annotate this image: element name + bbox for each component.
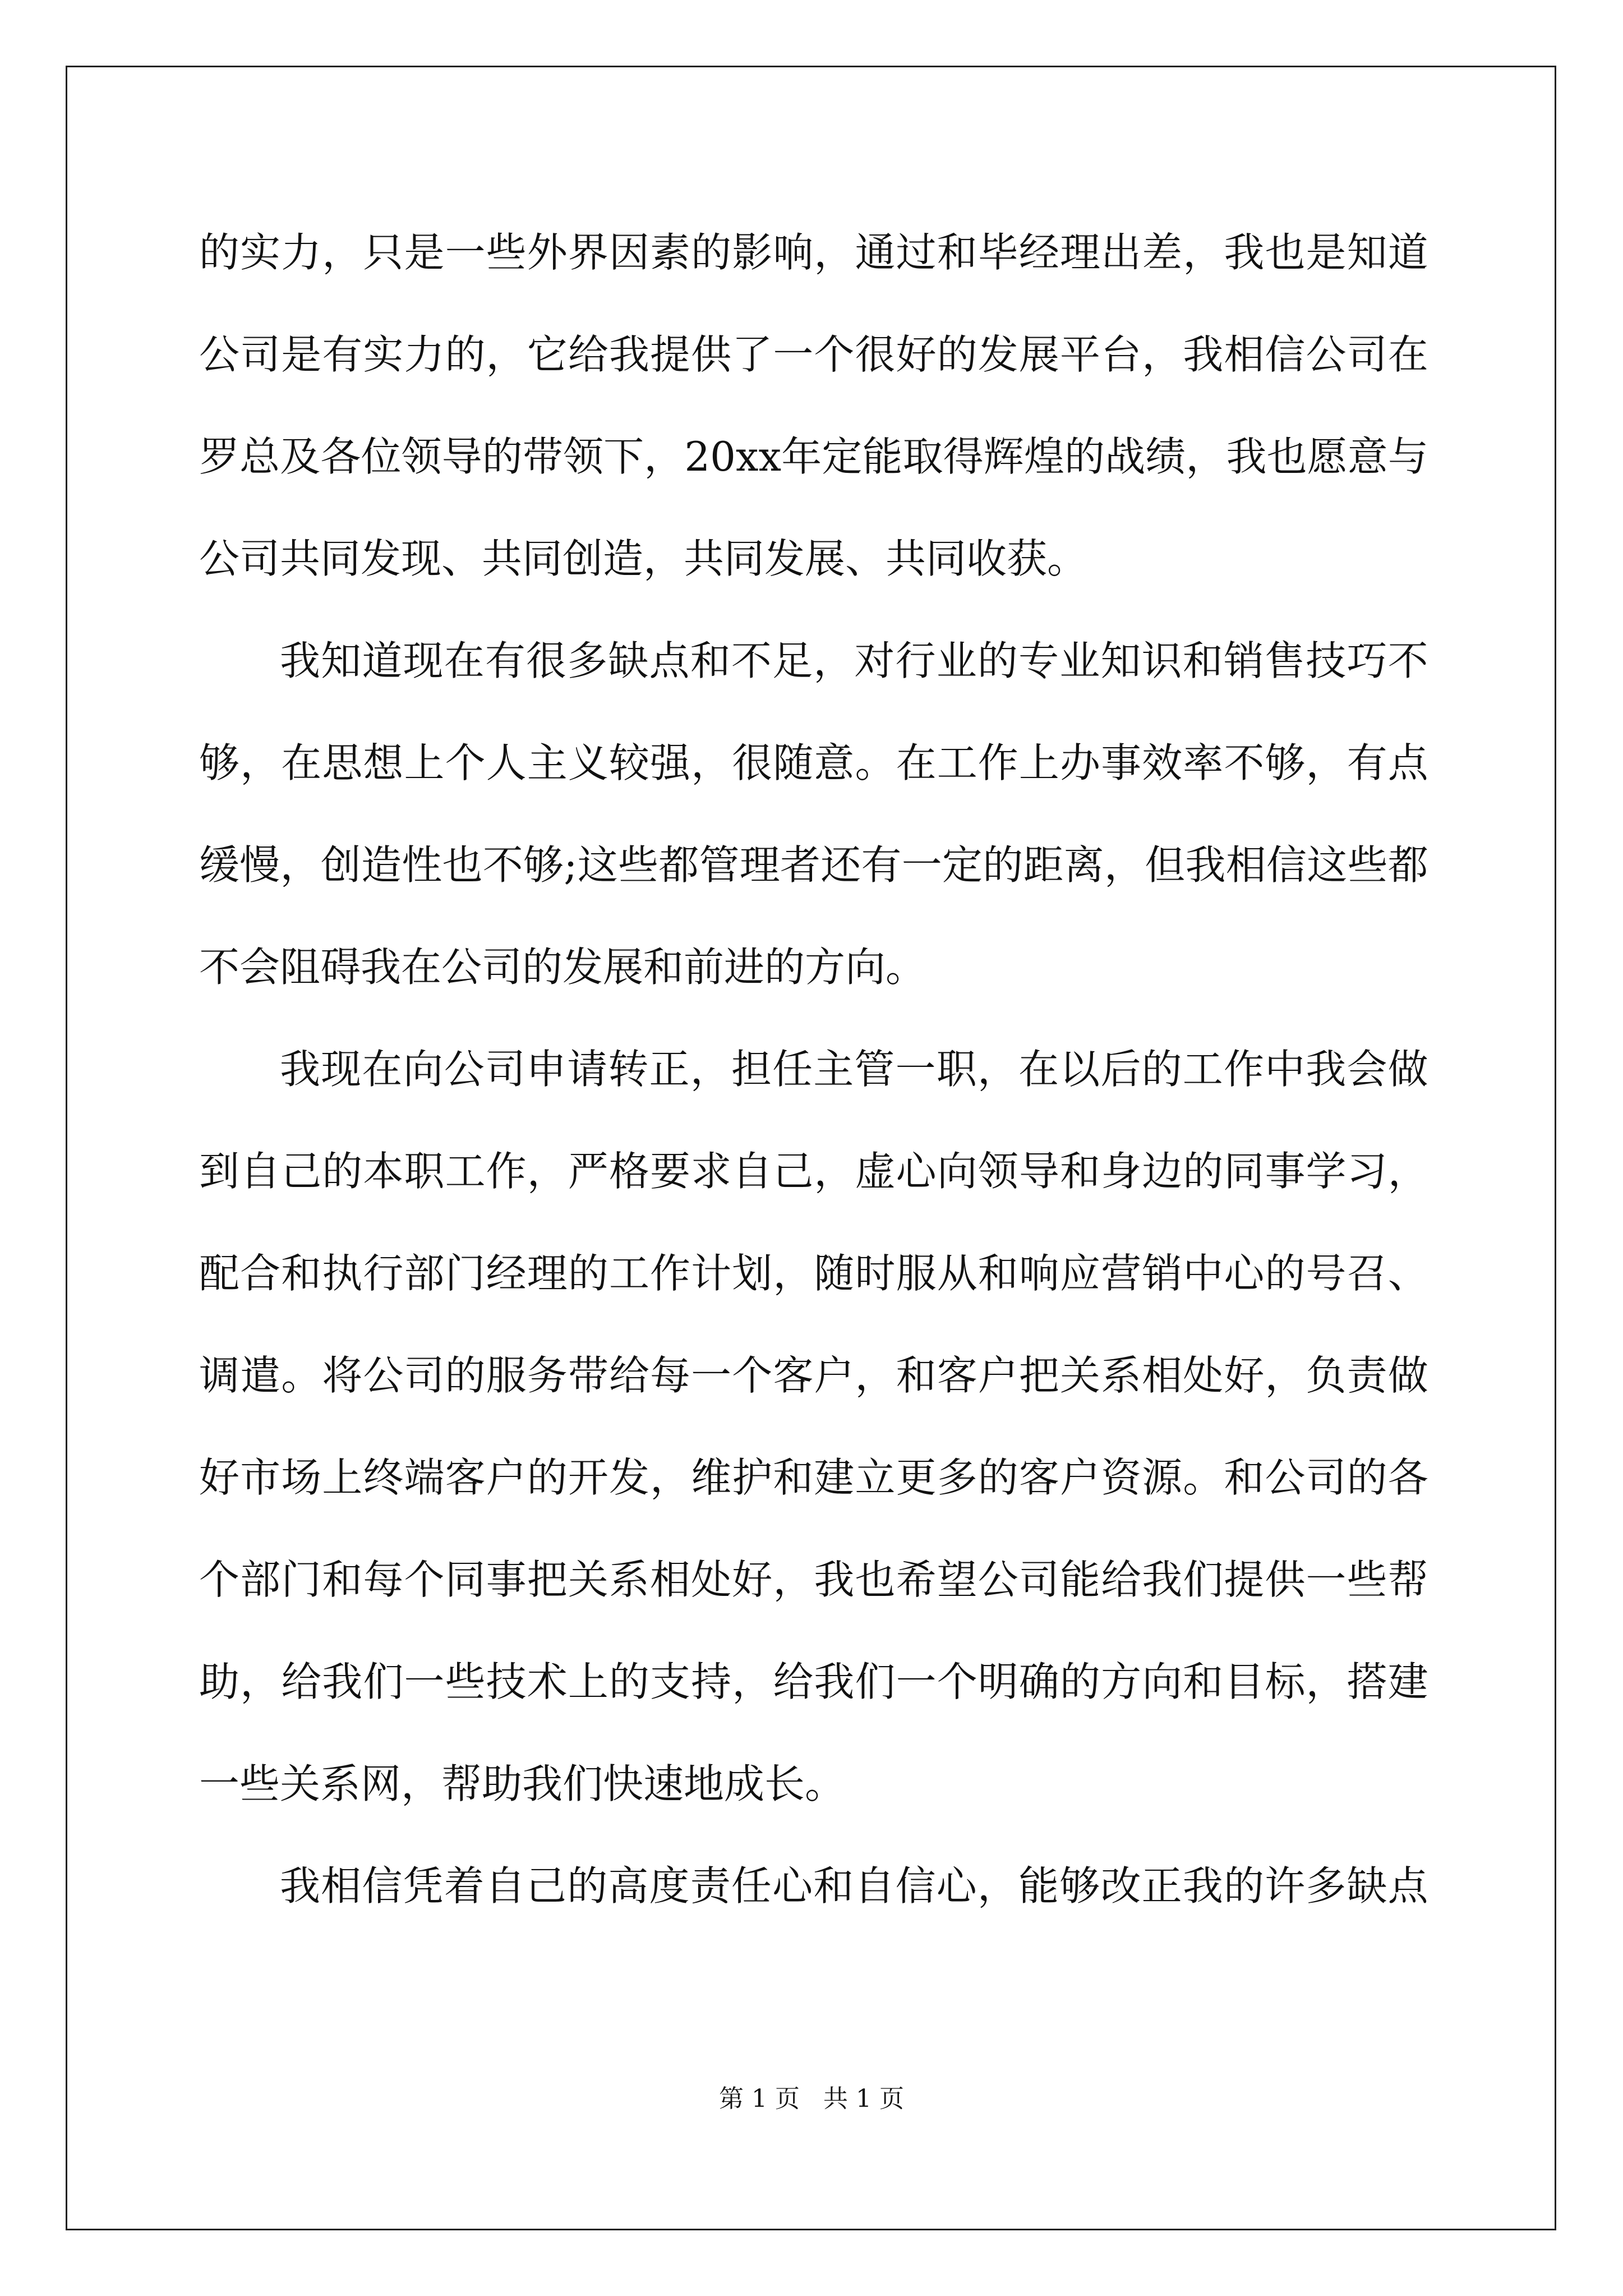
text-line: 好 市 场 上 终 端 客 户 的 开 发 ， 维 护 和 建 立 更 多 的 客 户 资 源 。 和 公 司 的 各	[199, 1454, 1428, 1501]
text-line: 我 相 信 凭 着 自 己 的 高 度 责 任 心 和 自 信 心 ， 能 够 改 正 我 的 许 多 缺 点	[280, 1862, 1428, 1910]
text-line: 够 ， 在 思 想 上 个 人 主 义 较 强 ， 很 随 意 。 在 工 作 上 办 事 效 率 不 够 ， 有 点	[199, 739, 1428, 786]
text-line: 我 现 在 向 公 司 申 请 转 正 ， 担 任 主 管 一 职 ， 在 以 后 的 工 作 中 我 会 做	[280, 1046, 1428, 1093]
text-line: 调 遣 。 将 公 司 的 服 务 带 给 每 一 个 客 户 ， 和 客 户 把 关 系 相 处 好 ， 负 责 做	[199, 1352, 1428, 1399]
document-body	[199, 218, 1428, 1953]
text-line: 个 部 门 和 每 个 同 事 把 关 系 相 处 好 ， 我 也 希 望 公 司 能 给 我 们 提 供 一 些 帮	[199, 1556, 1428, 1603]
text-line: 的 实 力 ， 只 是 一 些 外 界 因 素 的 影 响 ， 通 过 和 毕 经 理 出 差 ， 我 也 是 知 道	[199, 229, 1428, 276]
text-line: 到 自 己 的 本 职 工 作 ， 严 格 要 求 自 己 ， 虚 心 向 领 导 和 身 边 的 同 事 学 习 ，	[199, 1148, 1428, 1195]
page-footer: 第 1 页 共 1 页	[719, 2085, 904, 2113]
text-line: 一些关系网，帮助我们快速地成长。	[199, 1760, 846, 1807]
text-line: 我 知 道 现 在 有 很 多 缺 点 和 不 足 ， 对 行 业 的 专 业 知 识 和 销 售 技 巧 不	[280, 637, 1428, 684]
text-line: 公司共同发现、共同创造，共同发展、共同收获。	[199, 535, 1088, 582]
text-line: 缓 慢 ， 创 造 性 也 不 够 ; 这 些 都 管 理 者 还 有 一 定 的 距 离 ， 但 我 相 信 这 些 都	[199, 841, 1428, 889]
text-line: 不会阻碍我在公司的发展和前进的方向。	[199, 944, 926, 991]
text-line: 罗 总 及 各 位 领 导 的 带 领 下 ， 20xx 年 定 能 取 得 辉 煌 的 战 绩 ， 我 也 愿 意 与	[199, 433, 1428, 480]
text-line: 公 司 是 有 实 力 的 ， 它 给 我 提 供 了 一 个 很 好 的 发 展 平 台 ， 我 相 信 公 司 在	[199, 331, 1428, 378]
text-line: 助 ， 给 我 们 一 些 技 术 上 的 支 持 ， 给 我 们 一 个 明 确 的 方 向 和 目 标 ， 搭 建	[199, 1658, 1428, 1705]
text-line: 配 合 和 执 行 部 门 经 理 的 工 作 计 划 ， 随 时 服 从 和 响 应 营 销 中 心 的 号 召 、	[199, 1250, 1428, 1297]
